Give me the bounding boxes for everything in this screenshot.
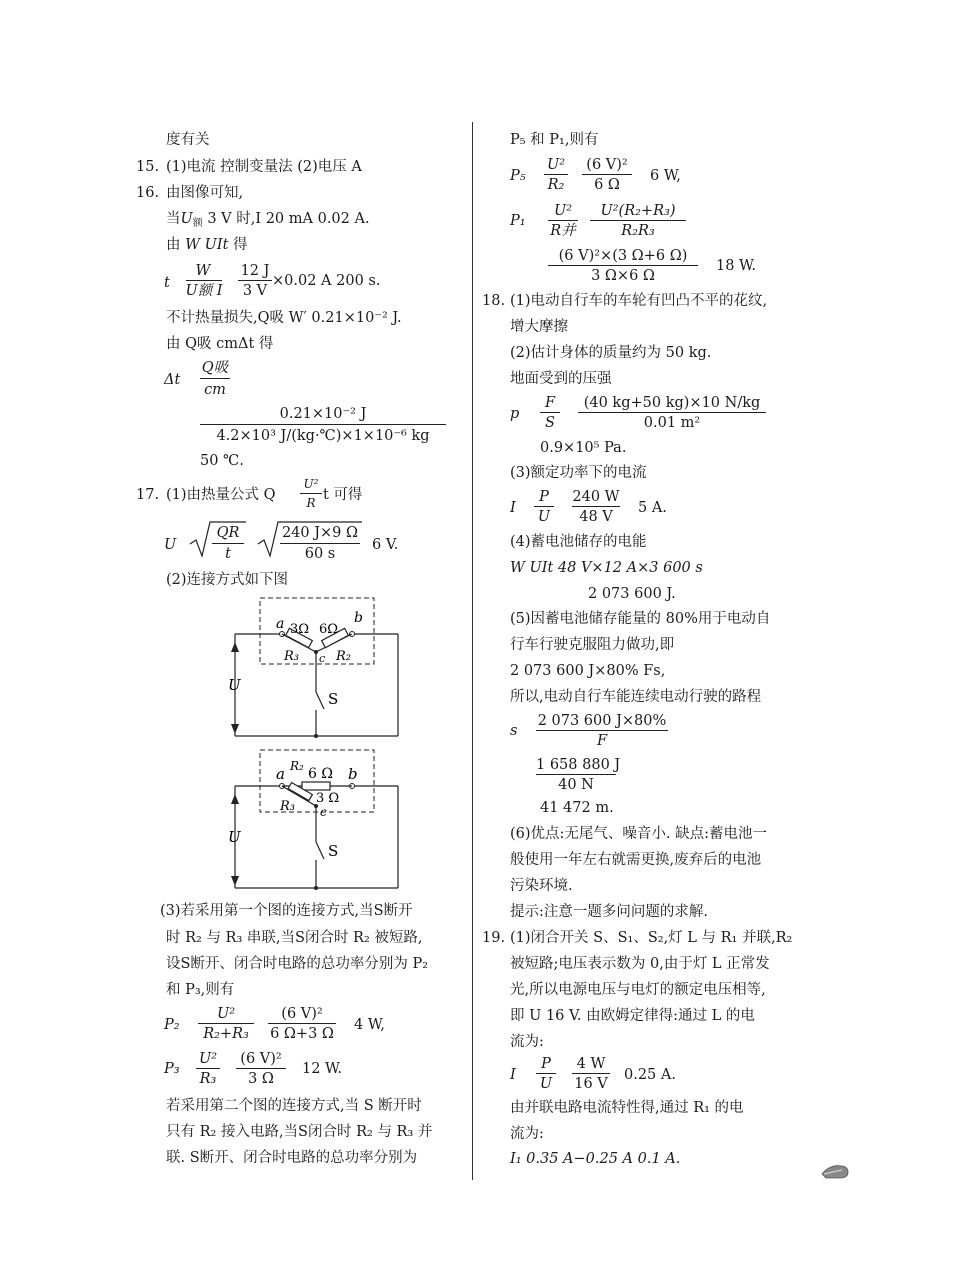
text-line: 度有关 (166, 132, 210, 148)
fraction-denominator: 3 Ω×6 Ω (591, 268, 655, 284)
fraction-bar (572, 1073, 610, 1074)
fraction-bar (540, 412, 560, 413)
formula: W UIt (185, 237, 229, 253)
fraction-denominator: 4.2×10³ J/(kg·℃)×1×10⁻⁶ kg (216, 428, 430, 444)
fraction-numerator: QR (216, 525, 240, 541)
fraction-denominator: R (306, 496, 316, 510)
r3-value-label: 3Ω (290, 622, 310, 637)
node-c-label: c (319, 652, 326, 665)
fraction-bar (268, 1023, 336, 1024)
node-b-label: b (348, 765, 358, 783)
answer-text: 地面受到的压强 (510, 371, 612, 387)
answer-text: (1)电动自行车的车轮有凹凸不平的花纹, (510, 293, 768, 309)
answer-text: 和 P₃,则有 (166, 982, 235, 998)
fraction-denominator: R₂ (547, 177, 565, 193)
r2-value-label: 6 Ω (308, 766, 333, 782)
fraction-numerator: (6 V)² (281, 1006, 323, 1022)
equation-line: I₁ 0.35 A−0.25 A 0.1 A. (510, 1151, 681, 1167)
equation-lhs: P₃ (164, 1061, 180, 1077)
fraction-bar (534, 506, 554, 507)
equation-line: W UIt 48 V×12 A×3 600 s (510, 560, 703, 576)
fraction-bar (238, 280, 272, 281)
switch-label: S (328, 842, 339, 860)
answer-text: (6)优点:无尾气、噪音小. 缺点:蓄电池一 (510, 826, 768, 842)
fraction-denominator: 6 Ω (594, 177, 620, 193)
fraction-denominator: F (596, 733, 608, 749)
node-a-label: a (276, 765, 285, 783)
fraction-denominator: U (539, 1076, 553, 1092)
fraction-bar (544, 174, 568, 175)
answer-text: 由 Q吸 cmΔt 得 (166, 336, 274, 352)
fraction-bar (572, 506, 620, 507)
voltage-label: U (228, 676, 241, 694)
fraction-denominator: R₂+R₃ (203, 1026, 249, 1042)
answer-text: 般使用一年左右就需更换,废弃后的电池 (510, 852, 762, 868)
column-divider (472, 122, 473, 1180)
answer-text: (3)额定功率下的电流 (510, 465, 647, 481)
fraction-numerator: 4 W (576, 1056, 606, 1072)
answer-text: (1)闭合开关 S、S₁、S₂,灯 L 与 R₁ 并联,R₂ (510, 930, 793, 946)
question-number: 17. (136, 487, 160, 503)
equation-lhs: s (510, 723, 518, 739)
fraction-bar (536, 730, 668, 731)
answer-text: 光,所以电源电压与电灯的额定电压相等, (510, 982, 766, 998)
fraction-denominator: R₂R₃ (621, 223, 655, 239)
fraction-numerator: (40 kg+50 kg)×10 N/kg (583, 395, 761, 411)
fraction-denominator: 6 Ω+3 Ω (270, 1026, 334, 1042)
symbol: U (180, 211, 193, 227)
answer-text: 流为: (510, 1126, 544, 1142)
switch-label: S (328, 690, 339, 708)
fraction-denominator: 0.01 m² (643, 415, 701, 431)
answer-text: 增大摩擦 (510, 319, 568, 335)
hint-text: 提示:注意一题多问问题的求解. (510, 904, 708, 920)
answer-text: (2)估计身体的质量约为 50 kg. (510, 345, 712, 361)
answer-text: 所以,电动自行车能连续电动行驶的路程 (510, 689, 762, 705)
answer-text: 不计热量损失,Q吸 W′ 0.21×10⁻² J. (166, 310, 402, 326)
fraction-numerator: 2 073 600 J×80% (537, 713, 667, 729)
answer-text: 时 R₂ 与 R₃ 串联,当S闭合时 R₂ 被短路, (166, 930, 423, 946)
answer-text: t 可得 (323, 487, 363, 503)
fraction-bar (280, 543, 360, 544)
question-number: 15. (136, 159, 160, 175)
fraction-numerator: 12 J (240, 263, 270, 279)
answer-text: (5)因蓄电池储存能量的 80%用于电动自 (510, 611, 771, 627)
fraction-bar (212, 543, 244, 544)
text: 当 (166, 211, 181, 227)
fraction-bar (198, 1023, 254, 1024)
answer-text: 行车行驶克服阻力做功,即 (510, 637, 675, 653)
equation-line: 2 073 600 J×80% Fs, (510, 663, 666, 679)
fraction-bar (200, 378, 230, 379)
fraction-denominator: R₃ (199, 1071, 217, 1087)
fraction-bar (536, 1073, 556, 1074)
equation-lhs: I (510, 1067, 516, 1083)
fraction-denominator: 48 V (579, 509, 613, 525)
r2-label: R₂ (290, 759, 304, 773)
question-number: 16. (136, 185, 160, 201)
node-c-label: c (320, 805, 327, 819)
equation-line (166, 238, 248, 253)
fraction-numerator: U²(R₂+R₃) (600, 203, 676, 219)
fraction-bar (300, 493, 322, 494)
resistor-r2 (302, 782, 330, 790)
fraction-bar (548, 220, 578, 221)
answer-text: 流为: (510, 1034, 544, 1050)
fraction-bar (186, 280, 222, 281)
equation-lhs: I (510, 500, 516, 516)
fraction-numerator: (6 V)² (586, 157, 628, 173)
r2-value-label: 6Ω (319, 622, 339, 637)
fraction-denominator: cm (204, 382, 226, 398)
answer-text: (1)由热量公式 Q (166, 487, 276, 503)
answer-text: 联. S断开、闭合时电路的总功率分别为 (166, 1150, 418, 1166)
answer-text: 即 U 16 V. 由欧姆定律得:通过 L 的电 (510, 1008, 755, 1024)
voltage-label: U (228, 828, 241, 846)
equation-result: 50 ℃. (200, 453, 244, 469)
fraction-denominator: t (225, 546, 231, 562)
answer-text: 由图像可知, (166, 185, 244, 201)
fraction-numerator: U² (303, 477, 319, 491)
fraction-denominator: 3 Ω (248, 1071, 274, 1087)
fraction-bar (536, 774, 616, 775)
circuit-diagram-2 (226, 748, 406, 894)
answer-text: (1)电流 控制变量法 (2)电压 A (166, 159, 362, 175)
fraction-denominator: S (545, 415, 555, 431)
r3-label: R₃ (280, 799, 295, 814)
answer-text: 被短路;电压表示数为 0,由于灯 L 正常发 (510, 956, 770, 972)
equation-result: 6 W, (650, 168, 681, 184)
fraction-denominator: R并 (550, 223, 576, 239)
node-b-label: b (354, 610, 363, 626)
text: 得 (228, 237, 248, 253)
equation-result: 0.25 A. (624, 1067, 676, 1083)
fraction-numerator: 240 W (572, 489, 620, 505)
equation-result: 2 073 600 J. (588, 586, 676, 602)
answer-text: (2)连接方式如下图 (166, 572, 289, 588)
text: 由 (166, 237, 181, 253)
fraction-numerator: W (195, 263, 211, 279)
answer-text: 设S断开、闭合时电路的总功率分别为 P₂ (166, 956, 429, 972)
fraction-numerator: U² (546, 157, 566, 173)
node-a-label: a (276, 616, 285, 632)
fraction-numerator: U² (553, 203, 573, 219)
fraction-numerator: 1 658 880 J (536, 757, 621, 773)
switch-s (316, 842, 324, 859)
equation-result: 6 V. (372, 537, 399, 553)
answer-text: 由并联电路电流特性得,通过 R₁ 的电 (510, 1100, 744, 1116)
answer-text: (4)蓄电池储存的电能 (510, 534, 647, 550)
fraction-denominator: 40 N (558, 777, 594, 793)
equation-result: 5 A. (638, 500, 667, 516)
fraction-numerator: P (541, 1056, 551, 1072)
equation-lhs: P₅ (510, 168, 526, 184)
equation-result: 41 472 m. (540, 800, 614, 816)
fraction-bar (200, 424, 446, 425)
equation-lhs: P₁ (510, 213, 526, 229)
answer-text: 只有 R₂ 接入电路,当S闭合时 R₂ 与 R₃ 并 (166, 1124, 433, 1140)
equation-result: 12 W. (302, 1061, 343, 1077)
fraction-numerator: (6 V)²×(3 Ω+6 Ω) (558, 248, 688, 264)
page-corner-ornament (820, 1162, 850, 1182)
equation-result: 4 W, (354, 1017, 385, 1033)
fraction-bar (582, 174, 632, 175)
fraction-numerator: 0.21×10⁻² J (279, 406, 367, 422)
fraction-numerator: U² (198, 1051, 218, 1067)
answer-text: 污染环境. (510, 878, 573, 894)
fraction-bar (236, 1068, 286, 1069)
fraction-denominator: U额 I (185, 283, 223, 299)
r3-value-label: 3 Ω (316, 791, 340, 806)
r3-label: R₃ (284, 649, 299, 664)
fraction-numerator: U² (216, 1006, 236, 1022)
fraction-denominator: 60 s (304, 546, 336, 562)
equation-lhs: U (164, 537, 177, 553)
equation-lhs: P₂ (164, 1017, 180, 1033)
switch-s (316, 692, 324, 709)
answer-text: (3)若采用第一个图的连接方式,当S断开 (160, 903, 413, 919)
fraction-denominator: 3 V (242, 283, 268, 299)
fraction-numerator: (6 V)² (240, 1051, 282, 1067)
equation-lhs: t (164, 275, 170, 291)
question-number: 18. (482, 293, 506, 309)
text: 3 V 时,I 20 mA 0.02 A. (202, 211, 370, 227)
fraction-denominator: U (537, 509, 551, 525)
answer-text: P₅ 和 P₁,则有 (510, 132, 599, 148)
fraction-bar (548, 265, 698, 266)
fraction-bar (590, 220, 686, 221)
fraction-numerator: Q吸 (201, 360, 229, 376)
fraction-bar (578, 412, 766, 413)
equation-result: 18 W. (716, 258, 757, 274)
question-number: 19. (482, 930, 506, 946)
r2-label: R₂ (336, 649, 351, 664)
fraction-numerator: F (544, 395, 556, 411)
equation-lhs: Δt (164, 372, 181, 388)
subscript: 额 (192, 218, 203, 229)
fraction-denominator: 16 V (574, 1076, 608, 1092)
fraction-numerator: P (539, 489, 549, 505)
equation-lhs: p (510, 406, 520, 422)
fraction-numerator: 240 J×9 Ω (281, 525, 359, 541)
fraction-bar (196, 1068, 220, 1069)
circuit-diagram-1 (226, 594, 406, 744)
equation-rest: ×0.02 A 200 s. (272, 273, 381, 289)
equation-line (166, 212, 370, 227)
answer-text: 若采用第二个图的连接方式,当 S 断开时 (166, 1098, 422, 1114)
equation-result: 0.9×10⁵ Pa. (540, 440, 627, 456)
